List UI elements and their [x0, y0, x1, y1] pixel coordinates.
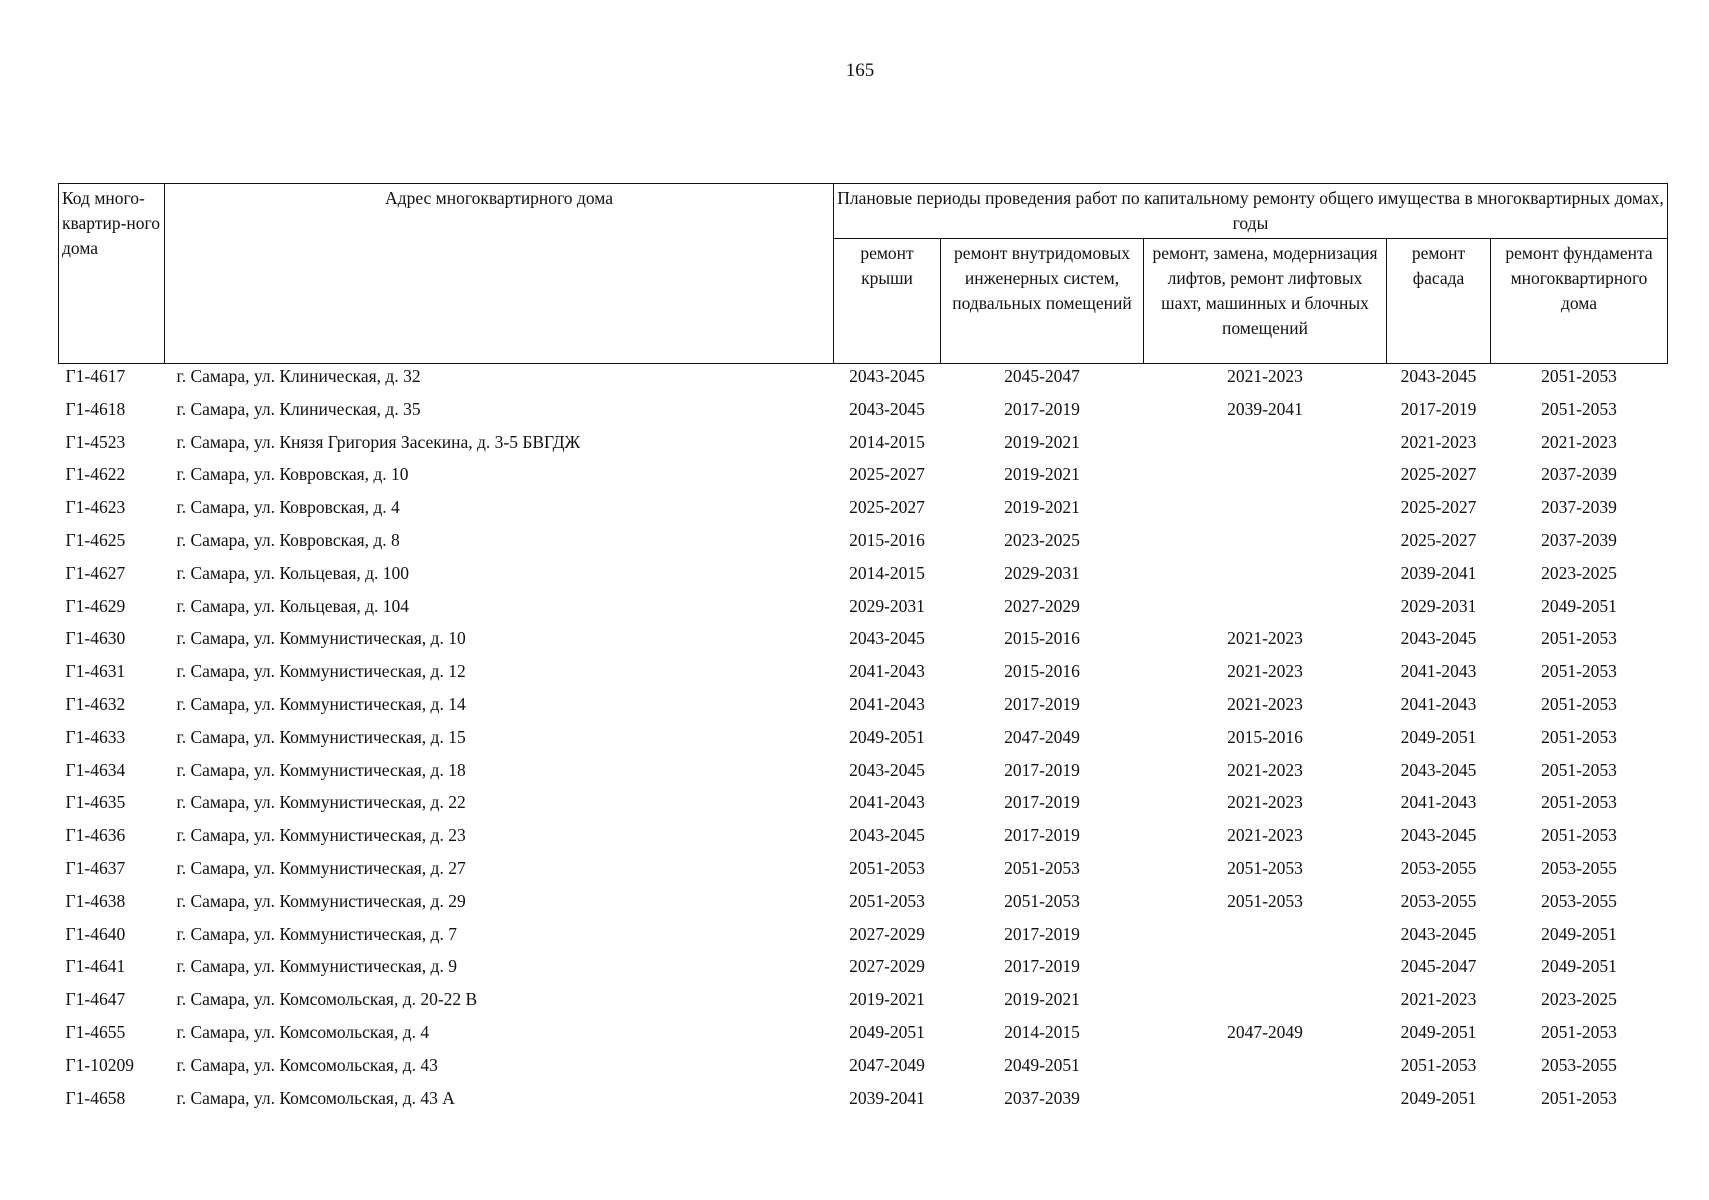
address-cell: г. Самара, ул. Комсомольская, д. 43 А: [176, 1087, 455, 1108]
elevator-period-cell: 2051-2053: [1227, 890, 1303, 911]
foundation-period-cell: 2051-2053: [1541, 398, 1617, 419]
house-code-cell: Г1-4634: [65, 759, 126, 780]
engineering-period-cell: 2017-2019: [1004, 792, 1080, 813]
table-row: [59, 692, 1668, 725]
header-elevators: ремонт, замена, модернизация лифтов, ремонт лифтовых шахт, машинных и блочных помещений: [1144, 239, 1387, 364]
elevator-period-cell: 2021-2023: [1227, 693, 1303, 714]
elevator-period-cell: 2021-2023: [1227, 792, 1303, 813]
table-row: [59, 889, 1668, 922]
address-cell: г. Самара, ул. Комсомольская, д. 43: [176, 1054, 438, 1075]
elevator-period-cell: 2021-2023: [1227, 628, 1303, 649]
facade-period-cell: 2039-2041: [1400, 562, 1477, 583]
address-cell: г. Самара, ул. Коммунистическая, д. 22: [176, 792, 466, 813]
facade-period-cell: 2043-2045: [1400, 628, 1477, 649]
facade-period-cell: 2041-2043: [1400, 792, 1477, 813]
facade-period-cell: 2043-2045: [1400, 923, 1477, 944]
address-cell: г. Самара, ул. Коммунистическая, д. 10: [176, 628, 466, 649]
roof-period-cell: 2043-2045: [849, 628, 925, 649]
elevator-period-cell: [1144, 430, 1387, 463]
roof-period-cell: 2049-2051: [849, 1021, 925, 1042]
table-row: [59, 856, 1668, 889]
address-cell: г. Самара, ул. Коммунистическая, д. 29: [176, 890, 466, 911]
foundation-period-cell: 2051-2053: [1541, 366, 1617, 386]
address-cell: г. Самара, ул. Коммунистическая, д. 9: [176, 956, 457, 977]
engineering-period-cell: 2037-2039: [1004, 1087, 1080, 1108]
engineering-period-cell: 2017-2019: [1004, 398, 1080, 419]
foundation-period-cell: 2051-2053: [1541, 1021, 1617, 1042]
elevator-period-cell: [1144, 922, 1387, 955]
foundation-period-cell: 2053-2055: [1541, 1054, 1617, 1075]
roof-period-cell: 2019-2021: [849, 989, 925, 1010]
foundation-period-cell: 2051-2053: [1541, 661, 1617, 682]
roof-period-cell: 2014-2015: [849, 431, 925, 452]
facade-period-cell: 2051-2053: [1400, 1054, 1477, 1075]
table-row: [59, 1053, 1668, 1086]
elevator-period-cell: [1144, 594, 1387, 627]
foundation-period-cell: 2053-2055: [1541, 890, 1617, 911]
foundation-period-cell: 2051-2053: [1541, 1087, 1617, 1108]
elevator-period-cell: 2021-2023: [1227, 759, 1303, 780]
facade-period-cell: 2049-2051: [1400, 1021, 1477, 1042]
table-row: [59, 758, 1668, 791]
header-foundation: ремонт фундамента многоквартирного дома: [1491, 239, 1668, 364]
facade-period-cell: 2021-2023: [1400, 989, 1477, 1010]
roof-period-cell: 2025-2027: [849, 497, 925, 518]
address-cell: г. Самара, ул. Клиническая, д. 32: [176, 366, 421, 386]
house-code-cell: Г1-4635: [65, 792, 126, 813]
engineering-period-cell: 2019-2021: [1004, 989, 1080, 1010]
engineering-period-cell: 2017-2019: [1004, 923, 1080, 944]
address-cell: г. Самара, ул. Коммунистическая, д. 27: [176, 857, 466, 878]
address-cell: г. Самара, ул. Коммунистическая, д. 7: [176, 923, 457, 944]
elevator-period-cell: [1144, 462, 1387, 495]
elevator-period-cell: 2021-2023: [1227, 825, 1303, 846]
elevator-period-cell: 2015-2016: [1227, 726, 1303, 747]
header-planned-periods: Плановые периоды проведения работ по капитальному ремонту общего имущества в многоквартирных домах, годы: [834, 184, 1668, 239]
house-code-cell: Г1-4658: [65, 1087, 126, 1108]
table-row: [59, 462, 1668, 495]
roof-period-cell: 2043-2045: [849, 825, 925, 846]
engineering-period-cell: 2047-2049: [1004, 726, 1080, 747]
table-row: [59, 1086, 1668, 1119]
foundation-period-cell: 2051-2053: [1541, 726, 1617, 747]
foundation-period-cell: 2051-2053: [1541, 693, 1617, 714]
facade-period-cell: 2053-2055: [1400, 857, 1477, 878]
house-code-cell: Г1-4655: [65, 1021, 126, 1042]
address-cell: г. Самара, ул. Коммунистическая, д. 18: [176, 759, 466, 780]
foundation-period-cell: 2021-2023: [1541, 431, 1617, 452]
engineering-period-cell: 2015-2016: [1004, 661, 1080, 682]
foundation-period-cell: 2023-2025: [1541, 989, 1617, 1010]
engineering-period-cell: 2015-2016: [1004, 628, 1080, 649]
address-cell: г. Самара, ул. Кольцевая, д. 100: [176, 562, 410, 583]
house-code-cell: Г1-4523: [65, 431, 126, 452]
elevator-period-cell: [1144, 1053, 1387, 1086]
elevator-period-cell: [1144, 1086, 1387, 1119]
table-row: [59, 790, 1668, 823]
elevator-period-cell: 2047-2049: [1227, 1021, 1303, 1042]
foundation-period-cell: 2053-2055: [1541, 857, 1617, 878]
engineering-period-cell: 2014-2015: [1004, 1021, 1080, 1042]
header-address: Адрес многоквартирного дома: [165, 184, 834, 364]
foundation-period-cell: 2049-2051: [1541, 923, 1617, 944]
elevator-period-cell: [1144, 495, 1387, 528]
header-roof: ремонт крыши: [834, 239, 941, 364]
house-code-cell: Г1-4638: [65, 890, 126, 911]
roof-period-cell: 2043-2045: [849, 366, 925, 386]
house-code-cell: Г1-4625: [65, 529, 126, 550]
table-row: [59, 495, 1668, 528]
house-code-cell: Г1-4623: [65, 497, 126, 518]
table-row: [59, 922, 1668, 955]
roof-period-cell: 2041-2043: [849, 693, 925, 714]
address-cell: г. Самара, ул. Коммунистическая, д. 15: [176, 726, 466, 747]
address-cell: г. Самара, ул. Князя Григория Засекина, д. 3-5 БВГДЖ: [176, 431, 581, 452]
engineering-period-cell: 2017-2019: [1004, 759, 1080, 780]
address-cell: г. Самара, ул. Ковровская, д. 4: [176, 497, 400, 518]
table-row: [59, 397, 1668, 430]
engineering-period-cell: 2019-2021: [1004, 497, 1080, 518]
elevator-period-cell: [1144, 954, 1387, 987]
roof-period-cell: 2029-2031: [849, 595, 925, 616]
facade-period-cell: 2043-2045: [1400, 366, 1477, 386]
table-header: [59, 184, 1668, 364]
roof-period-cell: 2041-2043: [849, 661, 925, 682]
table-row: [59, 987, 1668, 1020]
table-body: [59, 364, 1668, 1119]
address-cell: г. Самара, ул. Клиническая, д. 35: [176, 398, 421, 419]
facade-period-cell: 2045-2047: [1400, 956, 1477, 977]
address-cell: г. Самара, ул. Комсомольская, д. 4: [176, 1021, 430, 1042]
roof-period-cell: 2014-2015: [849, 562, 925, 583]
foundation-period-cell: 2051-2053: [1541, 628, 1617, 649]
foundation-period-cell: 2049-2051: [1541, 595, 1617, 616]
header-engineering: ремонт внутридомовых инженерных систем, подвальных помещений: [941, 239, 1144, 364]
facade-period-cell: 2025-2027: [1400, 497, 1477, 518]
engineering-period-cell: 2017-2019: [1004, 825, 1080, 846]
house-code-cell: Г1-4636: [65, 825, 126, 846]
engineering-period-cell: 2019-2021: [1004, 431, 1080, 452]
roof-period-cell: 2051-2053: [849, 857, 925, 878]
table-row: [59, 364, 1668, 397]
engineering-period-cell: 2023-2025: [1004, 529, 1080, 550]
elevator-period-cell: [1144, 528, 1387, 561]
table-row: [59, 528, 1668, 561]
address-cell: г. Самара, ул. Кольцевая, д. 104: [176, 595, 410, 616]
house-code-cell: Г1-4618: [65, 398, 126, 419]
roof-period-cell: 2043-2045: [849, 759, 925, 780]
roof-period-cell: 2047-2049: [849, 1054, 925, 1075]
roof-period-cell: 2027-2029: [849, 956, 925, 977]
house-code-cell: Г1-4641: [65, 956, 126, 977]
facade-period-cell: 2025-2027: [1400, 529, 1477, 550]
foundation-period-cell: 2037-2039: [1541, 497, 1617, 518]
house-code-cell: Г1-4647: [65, 989, 126, 1010]
facade-period-cell: 2041-2043: [1400, 661, 1477, 682]
address-cell: г. Самара, ул. Коммунистическая, д. 12: [176, 661, 466, 682]
facade-period-cell: 2017-2019: [1400, 398, 1477, 419]
engineering-period-cell: 2017-2019: [1004, 956, 1080, 977]
facade-period-cell: 2021-2023: [1400, 431, 1477, 452]
address-cell: г. Самара, ул. Ковровская, д. 8: [176, 529, 400, 550]
facade-period-cell: 2043-2045: [1400, 825, 1477, 846]
facade-period-cell: 2043-2045: [1400, 759, 1477, 780]
house-code-cell: Г1-4617: [65, 366, 126, 386]
roof-period-cell: 2025-2027: [849, 464, 925, 485]
address-cell: г. Самара, ул. Ковровская, д. 10: [176, 464, 409, 485]
table-row: [59, 594, 1668, 627]
foundation-period-cell: 2051-2053: [1541, 759, 1617, 780]
house-code-cell: Г1-4633: [65, 726, 126, 747]
elevator-period-cell: 2021-2023: [1227, 366, 1303, 386]
engineering-period-cell: 2027-2029: [1004, 595, 1080, 616]
table-row: [59, 626, 1668, 659]
foundation-period-cell: 2051-2053: [1541, 792, 1617, 813]
roof-period-cell: 2027-2029: [849, 923, 925, 944]
page-number: 165: [845, 60, 875, 81]
elevator-period-cell: 2039-2041: [1227, 398, 1303, 419]
engineering-period-cell: 2019-2021: [1004, 464, 1080, 485]
roof-period-cell: 2043-2045: [849, 398, 925, 419]
facade-period-cell: 2025-2027: [1400, 464, 1477, 485]
house-code-cell: Г1-4637: [65, 857, 126, 878]
table-row: [59, 659, 1668, 692]
house-code-cell: Г1-4631: [65, 661, 126, 682]
roof-period-cell: 2039-2041: [849, 1087, 925, 1108]
elevator-period-cell: 2021-2023: [1227, 661, 1303, 682]
house-code-cell: Г1-10209: [65, 1054, 134, 1075]
table-row: [59, 430, 1668, 463]
facade-period-cell: 2041-2043: [1400, 693, 1477, 714]
elevator-period-cell: 2051-2053: [1227, 857, 1303, 878]
table-row: [59, 1020, 1668, 1053]
roof-period-cell: 2015-2016: [849, 529, 925, 550]
table-row: [59, 725, 1668, 758]
engineering-period-cell: 2051-2053: [1004, 890, 1080, 911]
address-cell: г. Самара, ул. Комсомольская, д. 20-22 В: [176, 989, 478, 1010]
foundation-period-cell: 2037-2039: [1541, 529, 1617, 550]
foundation-period-cell: 2023-2025: [1541, 562, 1617, 583]
table-row: [59, 823, 1668, 856]
foundation-period-cell: 2037-2039: [1541, 464, 1617, 485]
elevator-period-cell: [1144, 987, 1387, 1020]
house-code-cell: Г1-4630: [65, 628, 126, 649]
facade-period-cell: 2049-2051: [1400, 1087, 1477, 1108]
house-code-cell: Г1-4632: [65, 693, 126, 714]
house-code-cell: Г1-4622: [65, 464, 126, 485]
roof-period-cell: 2049-2051: [849, 726, 925, 747]
table-row: [59, 561, 1668, 594]
foundation-period-cell: 2051-2053: [1541, 825, 1617, 846]
house-code-cell: Г1-4627: [65, 562, 126, 583]
foundation-period-cell: 2049-2051: [1541, 956, 1617, 977]
facade-period-cell: 2049-2051: [1400, 726, 1477, 747]
header-facade: ремонт фасада: [1387, 239, 1491, 364]
roof-period-cell: 2041-2043: [849, 792, 925, 813]
engineering-period-cell: 2051-2053: [1004, 857, 1080, 878]
engineering-period-cell: 2029-2031: [1004, 562, 1080, 583]
house-code-cell: Г1-4629: [65, 595, 126, 616]
engineering-period-cell: 2049-2051: [1004, 1054, 1080, 1075]
facade-period-cell: 2053-2055: [1400, 890, 1477, 911]
elevator-period-cell: [1144, 561, 1387, 594]
address-cell: г. Самара, ул. Коммунистическая, д. 23: [176, 825, 466, 846]
table-row: [59, 954, 1668, 987]
engineering-period-cell: 2017-2019: [1004, 693, 1080, 714]
house-code-cell: Г1-4640: [65, 923, 126, 944]
address-cell: г. Самара, ул. Коммунистическая, д. 14: [176, 693, 466, 714]
capital-repair-table: [58, 183, 1668, 1118]
engineering-period-cell: 2045-2047: [1004, 366, 1080, 386]
facade-period-cell: 2029-2031: [1400, 595, 1477, 616]
roof-period-cell: 2051-2053: [849, 890, 925, 911]
header-code: Код много-квартир-ного дома: [59, 184, 165, 364]
